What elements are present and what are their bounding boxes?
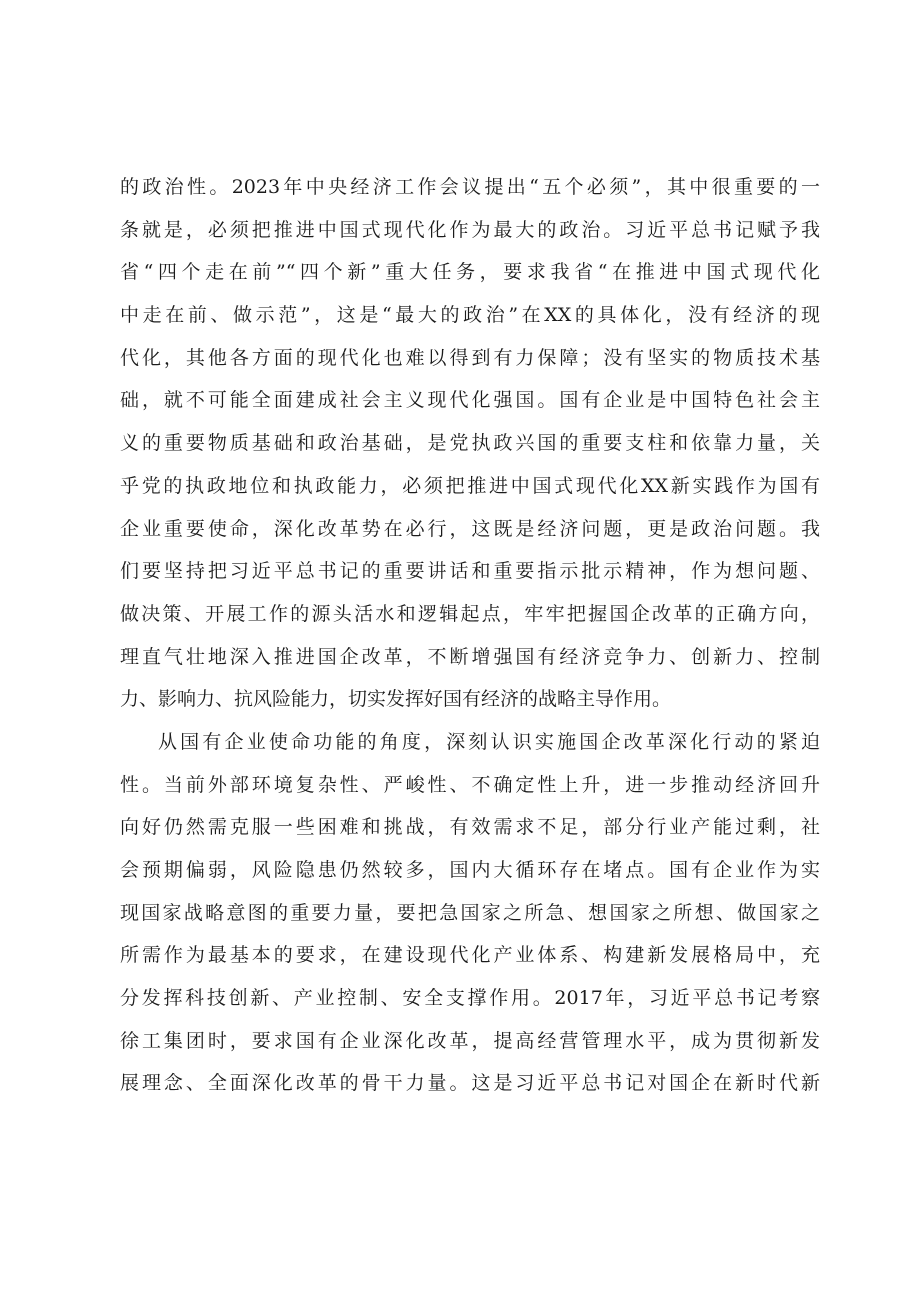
- text-line: 们要坚持把习近平总书记的重要讲话和重要指示批示精神，作为想问题、: [120, 560, 820, 583]
- text-line: 所需作为最基本的要求，在建设现代化产业体系、构建新发展格局中，充: [120, 944, 820, 967]
- body-text: [120, 166, 820, 1105]
- text-line: 中走在前、做示范”，这是“最大的政治”在XX的具体化，没有经济的现: [120, 304, 820, 327]
- text-line: 乎党的执政地位和执政能力，必须把推进中国式现代化XX新实践作为国有: [120, 474, 820, 497]
- text-line: 向好仍然需克服一些困难和挑战，有效需求不足，部分行业产能过剩，社: [120, 816, 820, 839]
- text-line: 从国有企业使命功能的角度，深刻认识实施国企改革深化行动的紧迫: [158, 730, 820, 753]
- paragraph-2: [120, 721, 820, 1105]
- text-line: 分发挥科技创新、产业控制、安全支撑作用。2017年，习近平总书记考察: [120, 987, 820, 1010]
- paragraph-1: [120, 166, 820, 721]
- text-line: 义的重要物质基础和政治基础，是党执政兴国的重要支柱和依靠力量，关: [120, 432, 820, 455]
- text-line: 代化，其他各方面的现代化也难以得到有力保障；没有坚实的物质技术基: [120, 346, 820, 369]
- text-line: 会预期偏弱，风险隐患仍然较多，国内大循环存在堵点。国有企业作为实: [120, 859, 820, 881]
- text-line: 条就是，必须把推进中国式现代化作为最大的政治。习近平总书记赋予我: [120, 218, 820, 241]
- text-line: 础，就不可能全面建成社会主义现代化强国。国有企业是中国特色社会主: [120, 389, 820, 412]
- text-line: 徐工集团时，要求国有企业深化改革，提高经营管理水平，成为贯彻新发: [120, 1029, 820, 1052]
- text-line: 理直气壮地深入推进国企改革，不断增强国有经济竞争力、创新力、控制: [120, 645, 820, 668]
- text-line: 现国家战略意图的重要力量，要把急国家之所急、想国家之所想、做国家之: [120, 901, 820, 924]
- text-line: 省“四个走在前”“四个新”重大任务，要求我省“在推进中国式现代化: [120, 261, 820, 284]
- text-line: 展理念、全面深化改革的骨干力量。这是习近平总书记对国企在新时代新: [120, 1072, 820, 1095]
- text-line: 做决策、开展工作的源头活水和逻辑起点，牢牢把握国企改革的正确方向，: [120, 602, 820, 625]
- text-line: 的政治性。2023年中央经济工作会议提出“五个必须”，其中很重要的一: [120, 176, 820, 198]
- text-line: 性。当前外部环境复杂性、严峻性、不确定性上升，进一步推动经济回升: [120, 773, 820, 796]
- text-line: 力、影响力、抗风险能力，切实发挥好国有经济的战略主导作用。: [120, 688, 672, 711]
- text-line: 企业重要使命，深化改革势在必行，这既是经济问题，更是政治问题。我: [120, 517, 820, 540]
